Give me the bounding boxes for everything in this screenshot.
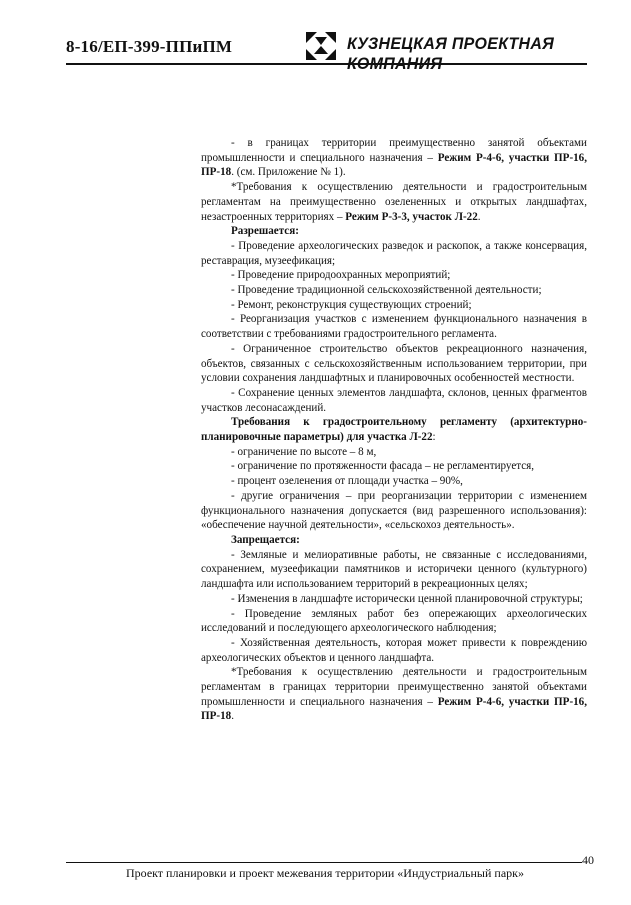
list-item: - Проведение археологических разведок и раскопок, а также консервация, реставрация, музеефикация; — [201, 239, 587, 267]
header-divider — [66, 63, 587, 65]
allowed-heading: Разрешается: — [231, 225, 299, 238]
list-item: - Проведение природоохранных мероприятий; — [231, 269, 451, 282]
list-item: - Хозяйственная деятельность, которая может привести к повреждению археологических объектов и ценного ландшафта. — [201, 636, 587, 664]
document-body — [201, 136, 587, 724]
list-item: - другие ограничения – при реорганизации территории с изменением функционального назначения допускается (вид разрешенного использования): «обеспечение научной деятельности», «сельскохоз деятельность». — [201, 489, 587, 532]
list-item: - Ограниченное строительство объектов рекреационного назначения, объектов, связанных с сельскохозяйственным использованием территории, при условии сохранения ландшафтных и планировочных особенностей местности. — [201, 342, 587, 385]
company-name: КУЗНЕЦКАЯ ПРОЕКТНАЯ КОМПАНИЯ — [347, 34, 555, 73]
list-item: - процент озеленения от площади участка – 90%, — [231, 475, 463, 488]
list-item: - Земляные и мелиоративные работы, не связанные с исследованиями, сохранением, музеефикации памятников и историчеки ценного (культурного) ландшафта или использованием территорий в рекреационных целях; — [201, 548, 587, 591]
list-item: - Реорганизация участков с изменением функционального назначения в соответствии с требованиями градостроительного регламента. — [201, 313, 587, 341]
company-logo-icon — [306, 32, 336, 60]
list-item: - Изменения в ландшафте исторически ценной планировочной структуры; — [231, 592, 583, 605]
list-item: - Проведение земляных работ без опережающих археологических исследований и последующего археологического наблюдения; — [201, 607, 587, 635]
list-item: - ограничение по высоте – 8 м, — [231, 445, 377, 458]
page-number: 40 — [582, 853, 594, 867]
list-item: - Ремонт, реконструкция существующих строений; — [231, 298, 472, 311]
paragraph-industrial-zone-repeat: *Требования к осуществлению деятельности и градостроительным регламентам в границах территории преимущественно занятой объектами промышленности и специального назначения – Режим Р-4-6, участки ПР-16, ПР-18. — [201, 666, 588, 723]
list-item: - ограничение по протяженности фасада – не регламентируется, — [231, 460, 535, 473]
document-code: 8-16/ЕП-399-ППиПМ — [66, 37, 233, 56]
list-item: - Сохранение ценных элементов ландшафта, склонов, ценных фрагментов участков лесонасаждений. — [201, 386, 587, 414]
footer-divider — [66, 862, 582, 863]
footer-project-title: Проект планировки и проект межевания территории «Индустриальный парк» — [126, 866, 524, 880]
paragraph-industrial-zone: - в границах территории преимущественно занятой объектами промышленности и специального назначения – Режим Р-4-6, участки ПР-16, ПР-18. (см. Приложение № 1). — [201, 137, 588, 179]
requirements-heading: Требования к градостроительному регламенту (архитектурно-планировочные параметры) для участка Л-22: — [201, 416, 587, 444]
list-item: - Проведение традиционной сельскохозяйственной деятельности; — [231, 284, 542, 297]
paragraph-landscape-zone: *Требования к осуществлению деятельности и градостроительным регламентам на преимущественно озелененных и открытых ландшафтах, незастроенных территориях – Режим Р-3-3, участок Л-22. — [201, 181, 587, 223]
forbidden-heading: Запрещается: — [231, 533, 300, 546]
